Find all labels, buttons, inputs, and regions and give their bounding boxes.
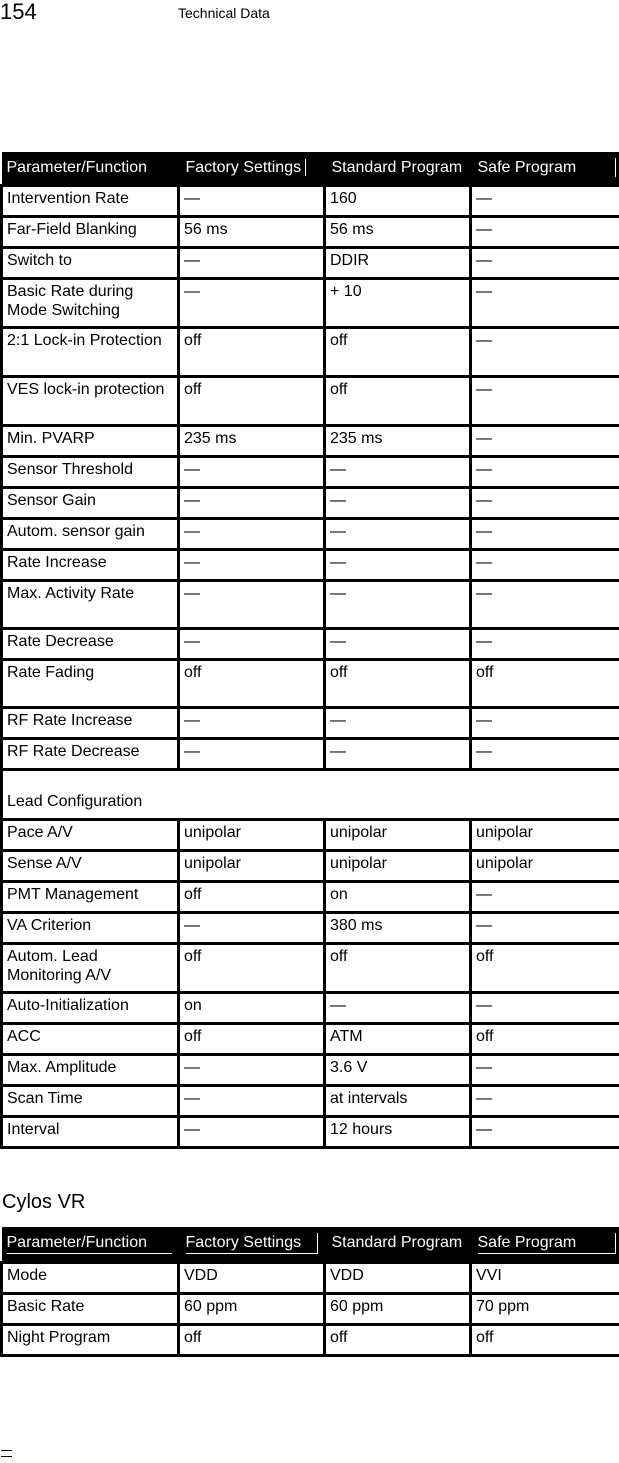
table-row [2, 328, 619, 377]
value-cell: off [179, 882, 325, 913]
table-row [2, 377, 619, 426]
table-row [2, 1325, 619, 1356]
column-header: Factory Settings [179, 152, 325, 186]
value-cell: — [471, 488, 619, 519]
table-row [2, 279, 619, 328]
value-cell: — [471, 993, 619, 1024]
parameter-cell: Rate Decrease [2, 629, 179, 660]
value-cell: on [325, 882, 471, 913]
parameter-cell: Far-Field Blanking [2, 217, 179, 248]
footer-mark [1, 1450, 12, 1457]
value-cell: 160 [325, 186, 471, 217]
value-cell: — [179, 629, 325, 660]
value-cell: — [471, 1117, 619, 1148]
value-cell: 235 ms [325, 426, 471, 457]
parameter-cell: Auto-Initialization [2, 993, 179, 1024]
value-cell: off [471, 1325, 619, 1356]
value-cell: ATM [325, 1024, 471, 1055]
parameter-cell: Interval [2, 1117, 179, 1148]
column-header: Standard Program [325, 152, 471, 186]
value-cell: — [179, 1086, 325, 1117]
value-cell: 60 ppm [179, 1294, 325, 1325]
table-row [2, 186, 619, 217]
value-cell: DDIR [325, 248, 471, 279]
value-cell: — [471, 377, 619, 426]
value-cell: — [179, 708, 325, 739]
parameter-cell: RF Rate Decrease [2, 739, 179, 770]
parameter-cell: Basic Rate during Mode Switching [2, 279, 179, 328]
table-row [2, 1086, 619, 1117]
table-row [2, 1117, 619, 1148]
value-cell: — [325, 488, 471, 519]
parameter-cell: VES lock-in protection [2, 377, 179, 426]
parameter-cell: Autom. sensor gain [2, 519, 179, 550]
value-cell: — [179, 279, 325, 328]
value-cell: — [179, 519, 325, 550]
parameter-cell: Sensor Threshold [2, 457, 179, 488]
value-cell: — [179, 581, 325, 629]
value-cell: — [325, 708, 471, 739]
value-cell: off [325, 1325, 471, 1356]
table-row [2, 1055, 619, 1086]
table-row [2, 217, 619, 248]
table-row [2, 882, 619, 913]
parameter-cell: 2:1 Lock-in Protection [2, 328, 179, 377]
table-row [2, 248, 619, 279]
value-cell: + 10 [325, 279, 471, 328]
value-cell: — [471, 629, 619, 660]
value-cell: 235 ms [179, 426, 325, 457]
table-1-body [2, 186, 619, 1148]
table-caption: Cylos VR [2, 1191, 86, 1213]
value-cell: 56 ms [179, 217, 325, 248]
value-cell: on [179, 993, 325, 1024]
value-cell: 60 ppm [325, 1294, 471, 1325]
value-cell: — [471, 217, 619, 248]
value-cell: — [325, 993, 471, 1024]
value-cell: 70 ppm [471, 1294, 619, 1325]
table-2-header [2, 1227, 619, 1263]
table-row [2, 851, 619, 882]
parameter-cell: Rate Increase [2, 550, 179, 581]
table-1-header [2, 152, 619, 186]
parameter-cell: VA Criterion [2, 913, 179, 944]
value-cell: off [325, 328, 471, 377]
value-cell: off [179, 660, 325, 708]
value-cell: — [179, 1055, 325, 1086]
parameter-cell: Sense A/V [2, 851, 179, 882]
value-cell: — [325, 581, 471, 629]
parameter-cell: Max. Activity Rate [2, 581, 179, 629]
table-row [2, 519, 619, 550]
value-cell: — [471, 328, 619, 377]
value-cell: VDD [179, 1263, 325, 1294]
table-row [2, 457, 619, 488]
value-cell: 12 hours [325, 1117, 471, 1148]
value-cell: — [471, 426, 619, 457]
value-cell: 3.6 V [325, 1055, 471, 1086]
column-header: Safe Program [471, 1227, 619, 1263]
settings-table-2 [0, 1227, 619, 1357]
table-row [2, 739, 619, 770]
value-cell: — [471, 1055, 619, 1086]
table-row [2, 629, 619, 660]
value-cell: off [325, 944, 471, 993]
value-cell: off [179, 944, 325, 993]
value-cell: off [179, 1325, 325, 1356]
parameter-cell: Max. Amplitude [2, 1055, 179, 1086]
value-cell: — [471, 248, 619, 279]
parameter-cell: Sensor Gain [2, 488, 179, 519]
value-cell: — [471, 581, 619, 629]
value-cell: off [325, 377, 471, 426]
value-cell: — [179, 739, 325, 770]
value-cell: — [179, 186, 325, 217]
value-cell: unipolar [179, 820, 325, 851]
parameter-cell: Rate Fading [2, 660, 179, 708]
section-heading: Lead Configuration [2, 770, 619, 820]
parameter-cell: Basic Rate [2, 1294, 179, 1325]
table-row [2, 1294, 619, 1325]
table-row [2, 1024, 619, 1055]
section-row [2, 770, 619, 820]
value-cell: — [179, 457, 325, 488]
parameter-cell: PMT Management [2, 882, 179, 913]
parameter-cell: Scan Time [2, 1086, 179, 1117]
value-cell: at intervals [325, 1086, 471, 1117]
value-cell: off [179, 328, 325, 377]
parameter-cell: Intervention Rate [2, 186, 179, 217]
value-cell: off [471, 660, 619, 708]
value-cell: — [179, 913, 325, 944]
value-cell: — [471, 882, 619, 913]
value-cell: — [471, 708, 619, 739]
value-cell: 56 ms [325, 217, 471, 248]
table-row [2, 550, 619, 581]
column-header: Factory Settings [179, 1227, 325, 1263]
value-cell: — [471, 279, 619, 328]
value-cell: off [325, 660, 471, 708]
column-header: Parameter/Function [2, 152, 179, 186]
value-cell: — [471, 519, 619, 550]
value-cell: — [179, 488, 325, 519]
page-number: 154 [0, 0, 37, 24]
value-cell: off [471, 944, 619, 993]
value-cell: unipolar [471, 820, 619, 851]
parameter-cell: Night Program [2, 1325, 179, 1356]
column-header: Safe Program [471, 152, 619, 186]
table-row [2, 913, 619, 944]
table-row [2, 1263, 619, 1294]
value-cell: off [179, 1024, 325, 1055]
table-row [2, 708, 619, 739]
value-cell: VVI [471, 1263, 619, 1294]
value-cell: — [471, 186, 619, 217]
parameter-cell: Autom. Lead Monitoring A/V [2, 944, 179, 993]
settings-table-1 [0, 152, 619, 1149]
value-cell: — [325, 457, 471, 488]
value-cell: — [471, 550, 619, 581]
value-cell: VDD [325, 1263, 471, 1294]
parameter-cell: ACC [2, 1024, 179, 1055]
value-cell: 380 ms [325, 913, 471, 944]
value-cell: unipolar [179, 851, 325, 882]
value-cell: — [179, 550, 325, 581]
value-cell: — [471, 1086, 619, 1117]
table-row [2, 660, 619, 708]
value-cell: unipolar [471, 851, 619, 882]
parameter-cell: Mode [2, 1263, 179, 1294]
value-cell: off [179, 377, 325, 426]
table-row [2, 993, 619, 1024]
table-row [2, 426, 619, 457]
value-cell: — [179, 1117, 325, 1148]
parameter-cell: Min. PVARP [2, 426, 179, 457]
value-cell: — [471, 739, 619, 770]
value-cell: — [471, 913, 619, 944]
parameter-cell: Pace A/V [2, 820, 179, 851]
table-row [2, 820, 619, 851]
table-2-body [2, 1263, 619, 1356]
value-cell: — [325, 739, 471, 770]
value-cell: — [325, 550, 471, 581]
table-row [2, 488, 619, 519]
value-cell: unipolar [325, 820, 471, 851]
table-row [2, 581, 619, 629]
value-cell: — [179, 248, 325, 279]
column-header: Standard Program [325, 1227, 471, 1263]
table-row [2, 944, 619, 993]
running-title: Technical Data [178, 5, 270, 21]
value-cell: — [325, 629, 471, 660]
value-cell: unipolar [325, 851, 471, 882]
value-cell: off [471, 1024, 619, 1055]
value-cell: — [325, 519, 471, 550]
parameter-cell: RF Rate Increase [2, 708, 179, 739]
value-cell: — [471, 457, 619, 488]
parameter-cell: Switch to [2, 248, 179, 279]
column-header: Parameter/Function [2, 1227, 179, 1263]
